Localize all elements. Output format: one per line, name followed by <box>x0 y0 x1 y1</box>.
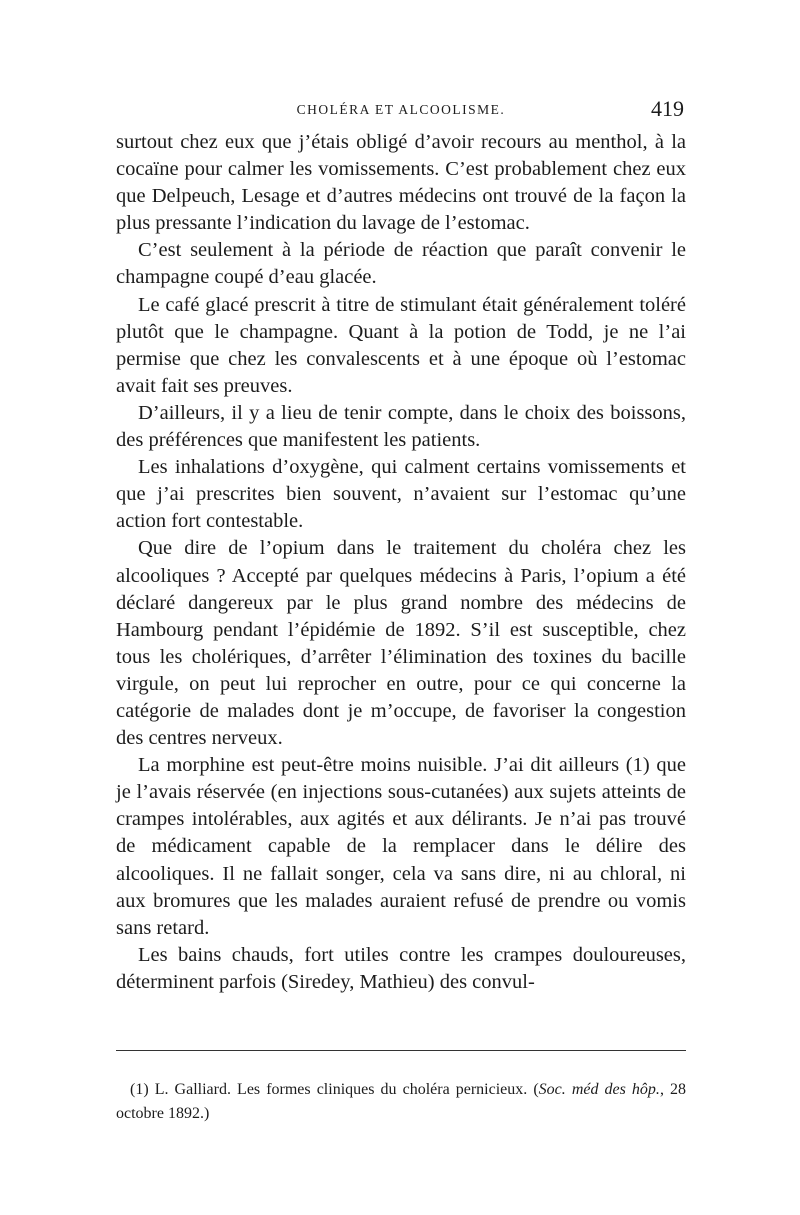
footnote-date: , 28 octobre 1892.) <box>116 1081 687 1122</box>
footnote-text: L. Galliard. Les formes cliniques du choléra pernicieux. ( <box>148 1081 539 1098</box>
paragraph: D’ailleurs, il y a lieu de tenir compte, dans le choix des boissons, des préférences que manifestent les patients. <box>116 401 686 452</box>
page-number: 419 <box>651 96 684 121</box>
page-header <box>116 96 686 126</box>
footnote-separator <box>116 1050 686 1051</box>
footnote-marker: (1) <box>130 1081 149 1098</box>
body-text <box>116 129 686 996</box>
paragraph: Les bains chauds, fort utiles contre les crampes douloureuses, déterminent parfois (Siredey, Mathieu) des convul- <box>116 943 686 993</box>
paragraph: Les inhalations d’oxygène, qui calment certains vomissements et que j’ai prescrites bien souvent, n’avaient sur l’estomac qu’une action fort contestable. <box>116 456 686 533</box>
paragraph: surtout chez eux que j’étais obligé d’avoir recours au menthol, à la cocaïne pour calmer les vomissements. C’est probablement chez eux que Delpeuch, Lesage et d’autres médecins ont trouvé de la façon la plus pressante l’indication du lavage de l’estomac. <box>116 131 686 235</box>
paragraph: Le café glacé prescrit à titre de stimulant était généralement toléré plutôt que le champagne. Quant à la potion de Todd, je ne l’ai permise que chez les convalescents et à une époque où l’estomac avait fait ses preuves. <box>116 293 686 397</box>
footnote-journal: Soc. méd des hôp. <box>538 1081 660 1098</box>
paragraph: La morphine est peut-être moins nuisible. J’ai dit ailleurs (1) que je l’avais réservée (en injections sous-cutanées) aux sujets atteints de crampes intolérables, aux agités et aux délirants. Je n’ai pas trouvé de médicament capable de la remplacer dans le délire des alcooliques. Il ne fallait songer, cela va sans dire, ni au chloral, ni aux bromures que les malades auraient refusé de prendre ou vomis sans retard. <box>116 754 686 939</box>
running-title: CHOLÉRA ET ALCOOLISME. <box>296 102 506 117</box>
paragraph: C’est seulement à la période de réaction que paraît convenir le champagne coupé d’eau glacée. <box>116 239 686 289</box>
paragraph: Que dire de l’opium dans le traitement du choléra chez les alcooliques ? Accepté par quelques médecins à Paris, l’opium a été déclaré dangereux par le plus grand nombre des médecins de Hambourg pendant l’épidémie de 1892. S’il est susceptible, chez tous les cholériques, d’arrêter l’élimination des toxines du bacille virgule, on peut lui reprocher en outre, pour ce qui concerne la catégorie de malades dont je m’occupe, de favoriser la congestion des centres nerveux. <box>116 537 686 750</box>
footnote <box>116 1078 686 1126</box>
